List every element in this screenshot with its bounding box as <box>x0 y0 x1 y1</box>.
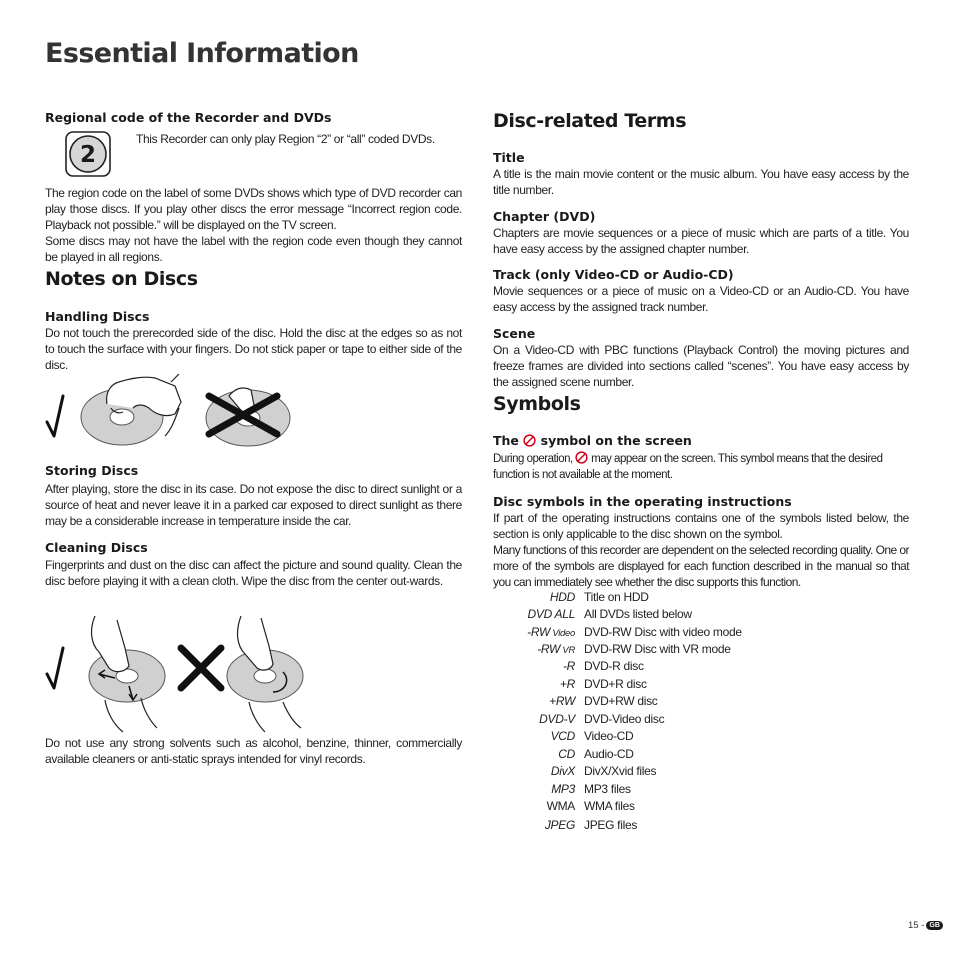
track-body: Movie sequences or a piece of music on a Video-CD or an Audio-CD. You have easy access by the assigned track number. <box>493 284 909 314</box>
page-title: Essential Information <box>45 38 359 69</box>
disc-symbol-row <box>493 659 909 675</box>
disc-held-correctly-icon <box>81 374 181 445</box>
disc-symbol-description: DVD+R disc <box>584 677 647 691</box>
symbols-heading: Symbols <box>493 393 581 415</box>
disc-symbol-row <box>493 677 909 693</box>
svg-text:2: 2 <box>79 142 97 168</box>
page-number: 15 - <box>908 920 925 931</box>
disc-symbol-code: DVD ALL <box>527 607 575 621</box>
disc-symbol-sub: Video <box>550 628 575 639</box>
chapter-body: Chapters are movie sequences or a piece of music which are parts of a title. You have easy access by the assigned chapter number. <box>493 226 909 256</box>
disc-symbol-row <box>493 799 909 815</box>
region-intro: This Recorder can only play Region “2” or “all” coded DVDs. <box>136 132 435 146</box>
no-symbol-body-post: may appear on the screen. This symbol means that the desired function is not available at the moment. <box>493 453 883 481</box>
title-body: A title is the main movie content or the music album. You have easy access by the title number. <box>493 167 909 197</box>
page-footer <box>908 920 943 931</box>
disc-symbol-code: WMA <box>546 799 575 813</box>
disc-symbol-row <box>493 712 909 728</box>
handling-heading: Handling Discs <box>45 309 150 324</box>
disc-symbol-code: +RW <box>549 694 575 708</box>
disc-symbol-description: All DVDs listed below <box>584 607 692 621</box>
scene-body: On a Video-CD with PBC functions (Playback Control) the moving pictures and freeze frames are divided into sections called “scenes”. You have easy access by the assigned scene number. <box>493 343 909 389</box>
disc-symbol-code: CD <box>558 747 575 761</box>
no-symbol-body-pre: During operation, <box>493 453 573 465</box>
disc-symbol-row <box>493 625 909 641</box>
language-badge: GB <box>926 921 943 930</box>
disc-symbol-row <box>493 590 909 606</box>
disc-symbol-code: -RW VR <box>537 642 575 656</box>
disc-symbol-row <box>493 782 909 798</box>
chapter-heading: Chapter (DVD) <box>493 209 596 224</box>
disc-symbol-code: VCD <box>550 729 575 743</box>
cleaning-body: Fingerprints and dust on the disc can affect the picture and sound quality. Clean the disc before playing it with a clean cloth. Wipe the disc from the center out-wards. <box>45 558 462 588</box>
disc-symbol-code: -RW Video <box>527 625 575 639</box>
no-symbol-body <box>493 451 909 483</box>
disc-symbol-description: DVD+RW disc <box>584 694 658 708</box>
disc-symbol-row <box>493 818 909 834</box>
disc-symbol-description: DVD-RW Disc with VR mode <box>584 642 731 656</box>
cleaning-illustration <box>45 608 305 734</box>
disc-symbol-code: -R <box>562 659 575 673</box>
disc-symbol-description: DVD-RW Disc with video mode <box>584 625 742 639</box>
disc-symbol-code: DVD-V <box>539 712 575 726</box>
region-heading: Regional code of the Recorder and DVDs <box>45 110 332 125</box>
disc-symbol-code: HDD <box>549 590 575 604</box>
handling-body: Do not touch the prerecorded side of the disc. Hold the disc at the edges so as not to touch the surface with your fingers. Do not stick paper or tape to either side of the disc. <box>45 326 462 372</box>
disc-symbol-description: JPEG files <box>584 818 638 832</box>
disc-symbol-code: JPEG <box>544 818 575 832</box>
correct-check-icon <box>47 396 63 436</box>
no-symbol-heading <box>493 433 692 448</box>
disc-symbol-description: Title on HDD <box>584 590 649 604</box>
disc-symbol-code: +R <box>559 677 575 691</box>
not-available-icon <box>575 451 588 464</box>
no-symbol-heading-post: symbol on the screen <box>540 433 692 448</box>
disc-symbols-heading: Disc symbols in the operating instructions <box>493 494 792 509</box>
wipe-circular-wrong-icon <box>181 616 303 732</box>
region-body-2: Some discs may not have the label with the region code even though they cannot be played in all regions. <box>45 234 462 264</box>
disc-symbol-row <box>493 607 909 623</box>
not-available-icon <box>523 434 536 447</box>
handling-illustration <box>45 374 295 454</box>
storing-heading: Storing Discs <box>45 463 139 478</box>
region-code-icon <box>65 131 111 177</box>
disc-symbol-description: WMA files <box>584 799 635 813</box>
no-symbol-heading-pre: The <box>493 433 519 448</box>
disc-symbol-code: MP3 <box>551 782 575 796</box>
disc-symbol-description: Video-CD <box>584 729 634 743</box>
disc-symbol-sub: VR <box>560 645 575 656</box>
disc-symbol-description: DVD-R disc <box>584 659 644 673</box>
solvents-body: Do not use any strong solvents such as alcohol, benzine, thinner, commercially available cleaners or anti-static sprays intended for vinyl records. <box>45 736 462 766</box>
cleaning-heading: Cleaning Discs <box>45 540 148 555</box>
scene-heading: Scene <box>493 326 536 341</box>
disc-symbol-row <box>493 747 909 763</box>
correct-check-icon <box>47 648 63 688</box>
disc-touched-wrong-icon <box>206 388 290 446</box>
disc-symbol-description: MP3 files <box>584 782 631 796</box>
terms-heading: Disc-related Terms <box>493 110 687 132</box>
region-body-1: The region code on the label of some DVDs shows which type of DVD recorder can play those discs. If you play other discs the error message “Incorrect region code. Playback not possible.” will be displayed on the TV screen. <box>45 186 462 232</box>
disc-symbol-row <box>493 642 909 658</box>
disc-symbol-row <box>493 694 909 710</box>
track-heading: Track (only Video-CD or Audio-CD) <box>493 267 734 282</box>
disc-symbols-body-2: Many functions of this recorder are dependent on the selected recording quality. One or more of the symbols are displayed for each function described in the manual so that you can immediately see whether the disc supports this function. <box>493 543 909 589</box>
notes-heading: Notes on Discs <box>45 268 198 290</box>
disc-symbols-body-1: If part of the operating instructions contains one of the symbols listed below, the section is only applicable to the disc shown on the symbol. <box>493 511 909 541</box>
disc-symbol-row <box>493 729 909 745</box>
disc-symbol-description: DivX/Xvid files <box>584 764 657 778</box>
disc-symbol-code: DivX <box>550 764 575 778</box>
wipe-center-outwards-icon <box>89 616 165 732</box>
title-heading: Title <box>493 150 525 165</box>
disc-symbol-description: DVD-Video disc <box>584 712 665 726</box>
disc-symbol-description: Audio-CD <box>584 747 634 761</box>
disc-symbol-row <box>493 764 909 780</box>
storing-body: After playing, store the disc in its case. Do not expose the disc to direct sunlight or a source of heat and never leave it in a parked car exposed to direct sunlight as there may be a considerable increase in temperature inside the car. <box>45 482 462 528</box>
